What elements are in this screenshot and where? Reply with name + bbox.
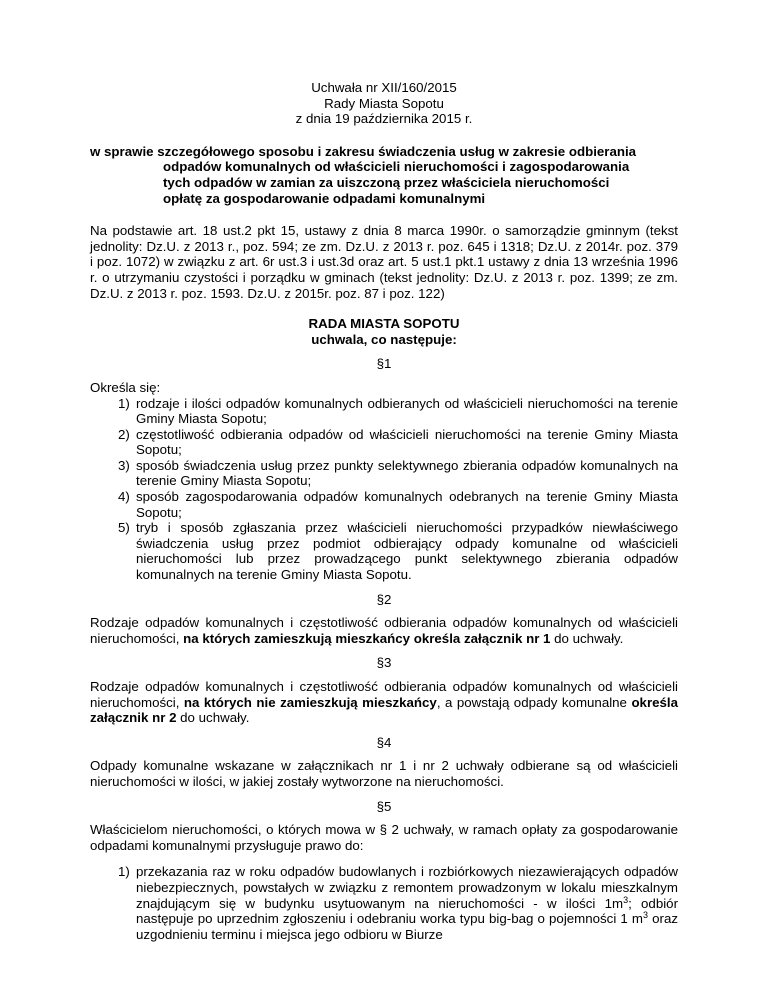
list-item-text: częstotliwość odbierania odpadów od właścicieli nieruchomości na terenie Gminy Miasta Sopotu; xyxy=(136,426,678,458)
document-content xyxy=(90,80,678,942)
section-3-bold-part: określa załącznik nr 2 xyxy=(90,694,679,726)
section-5-list xyxy=(90,864,678,942)
council-resolves: uchwala, co następuje: xyxy=(311,331,457,347)
list-item-number: 2) xyxy=(118,426,130,442)
section-4-text: Odpady komunalne wskazane w załącznikach nr 1 i nr 2 uchwały odbierane są od właścicieli nieruchomości w ilości, w jakiej zostały wytworzone na nieruchomości. xyxy=(90,758,678,789)
list-item-number: 5) xyxy=(118,520,130,536)
section-2-text-end: do uchwały. xyxy=(550,630,624,646)
section-5-intro: Właścicielom nieruchomości, o których mowa w § 2 uchwały, w ramach opłaty za gospodarowanie odpadami komunalnymi przysługuje prawo do: xyxy=(90,822,678,853)
council-name: RADA MIASTA SOPOTU xyxy=(308,316,460,332)
title-line-1: w sprawie szczegółowego sposobu i zakresu świadczenia usług w zakresie odbierania xyxy=(90,143,637,159)
resolution-date: z dnia 19 października 2015 r. xyxy=(295,111,473,127)
list-item-number: 3) xyxy=(118,457,130,473)
list-item-number: 4) xyxy=(118,489,130,505)
list-item-text: tryb i sposób zgłaszania przez właścicieli nieruchomości przypadków niewłaściwego świadczenia usług przez podmiot odbierający odpady komunalne od właścicieli nieruchomości lub przez prowadzącego punkt selektywnego zbierania odpadów komunalnych na terenie Gminy Miasta Sopotu. xyxy=(136,520,678,583)
list-item xyxy=(90,427,678,458)
list-item-number: 1) xyxy=(118,395,130,411)
section-2-label: §2 xyxy=(376,591,392,607)
section-3-text xyxy=(90,679,678,726)
section-2-bold-part: na których zamieszkują mieszkańcy określa załącznik nr 1 xyxy=(183,630,551,646)
section-3-text-part: Rodzaje odpadów komunalnych i częstotliwość odbierania odpadów komunalnych od właścicieli nieruchomości, xyxy=(90,679,678,710)
section-3-text-part: , a powstają odpady komunalne xyxy=(436,694,632,710)
council-name-header: Rady Miasta Sopotu xyxy=(324,95,444,111)
list-item xyxy=(90,520,678,582)
section-3-bold-part: na których nie zamieszkują mieszkańcy xyxy=(183,694,437,710)
title-line-2: odpadów komunalnych od właścicieli nieruchomości i zagospodarowania xyxy=(163,159,630,175)
list-item xyxy=(90,396,678,427)
section-4-label: §4 xyxy=(376,734,392,750)
section-1-list xyxy=(90,396,678,583)
section-2-text xyxy=(90,615,678,646)
list-item-text: oraz uzgodnieniu terminu i miejsca jego odbioru w Biurze xyxy=(136,911,679,942)
section-1-intro: Określa się: xyxy=(90,379,161,395)
list-item xyxy=(90,489,678,520)
list-item-text: przekazania raz w roku odpadów budowlanych i rozbiórkowych niezawierających odpadów niebezpiecznych, powstałych w związku z remontem prowadzonym w lokalu mieszkalnym znajdującym się w budynku usytuowanym na nieruchomości - w ilości 1m xyxy=(136,864,678,911)
list-item-text: sposób zagospodarowania odpadów komunalnych odebranych na terenie Gminy Miasta Sopotu; xyxy=(136,489,678,520)
list-item-number: 1) xyxy=(118,864,130,880)
list-item-text: sposób świadczenia usług przez punkty selektywnego zbierania odpadów komunalnych na terenie Gminy Miasta Sopotu; xyxy=(136,457,678,489)
council-heading xyxy=(90,316,678,347)
list-item-text: rodzaje i ilości odpadów komunalnych odbieranych od właścicieli nieruchomości na terenie Gminy Miasta Sopotu; xyxy=(136,395,678,427)
list-item-text: ; odbiór następuje po uprzednim zgłoszeniu i odebraniu worka typu big-bag o pojemności 1 m xyxy=(136,895,678,927)
section-3-label: §3 xyxy=(376,655,392,671)
section-3-text-end: do uchwały. xyxy=(176,710,250,726)
resolution-number: Uchwała nr XII/160/2015 xyxy=(311,80,457,95)
list-item xyxy=(90,864,678,942)
superscript: 3 xyxy=(643,910,649,921)
list-item xyxy=(90,458,678,489)
section-1-label: §1 xyxy=(376,356,392,372)
section-2-text-part: Rodzaje odpadów komunalnych i częstotliwość odbierania odpadów komunalnych od właścicieli nieruchomości, xyxy=(90,615,678,646)
legal-basis: Na podstawie art. 18 ust.2 pkt 15, ustawy z dnia 8 marca 1990r. o samorządzie gminnym (tekst jednolity: Dz.U. z 2013 r., poz. 594; ze zm. Dz.U. z 2013 r. poz. 645 i 1318; Dz.U. z 2014r. poz. 379 i poz. 1072) w związku z art. 6r ust.3 i ust.3d oraz art. 5 ust.1 pkt.1 ustawy z dnia 13 września 1996 r. o utrzymaniu czystości i porządku w gminach (tekst jednolity: Dz.U. z 2013 r. poz. 1399; ze zm. Dz.U. z 2013 r. poz. 1593. Dz.U. z 2015r. poz. 87 i poz. 122) xyxy=(90,223,678,301)
section-5-label: §5 xyxy=(376,798,392,814)
resolution-title xyxy=(90,144,678,206)
title-line-4: opłatę za gospodarowanie odpadami komunalnymi xyxy=(163,190,486,206)
title-line-3: tych odpadów w zamian za uiszczoną przez właściciela nieruchomości xyxy=(163,174,610,190)
superscript: 3 xyxy=(623,894,629,905)
